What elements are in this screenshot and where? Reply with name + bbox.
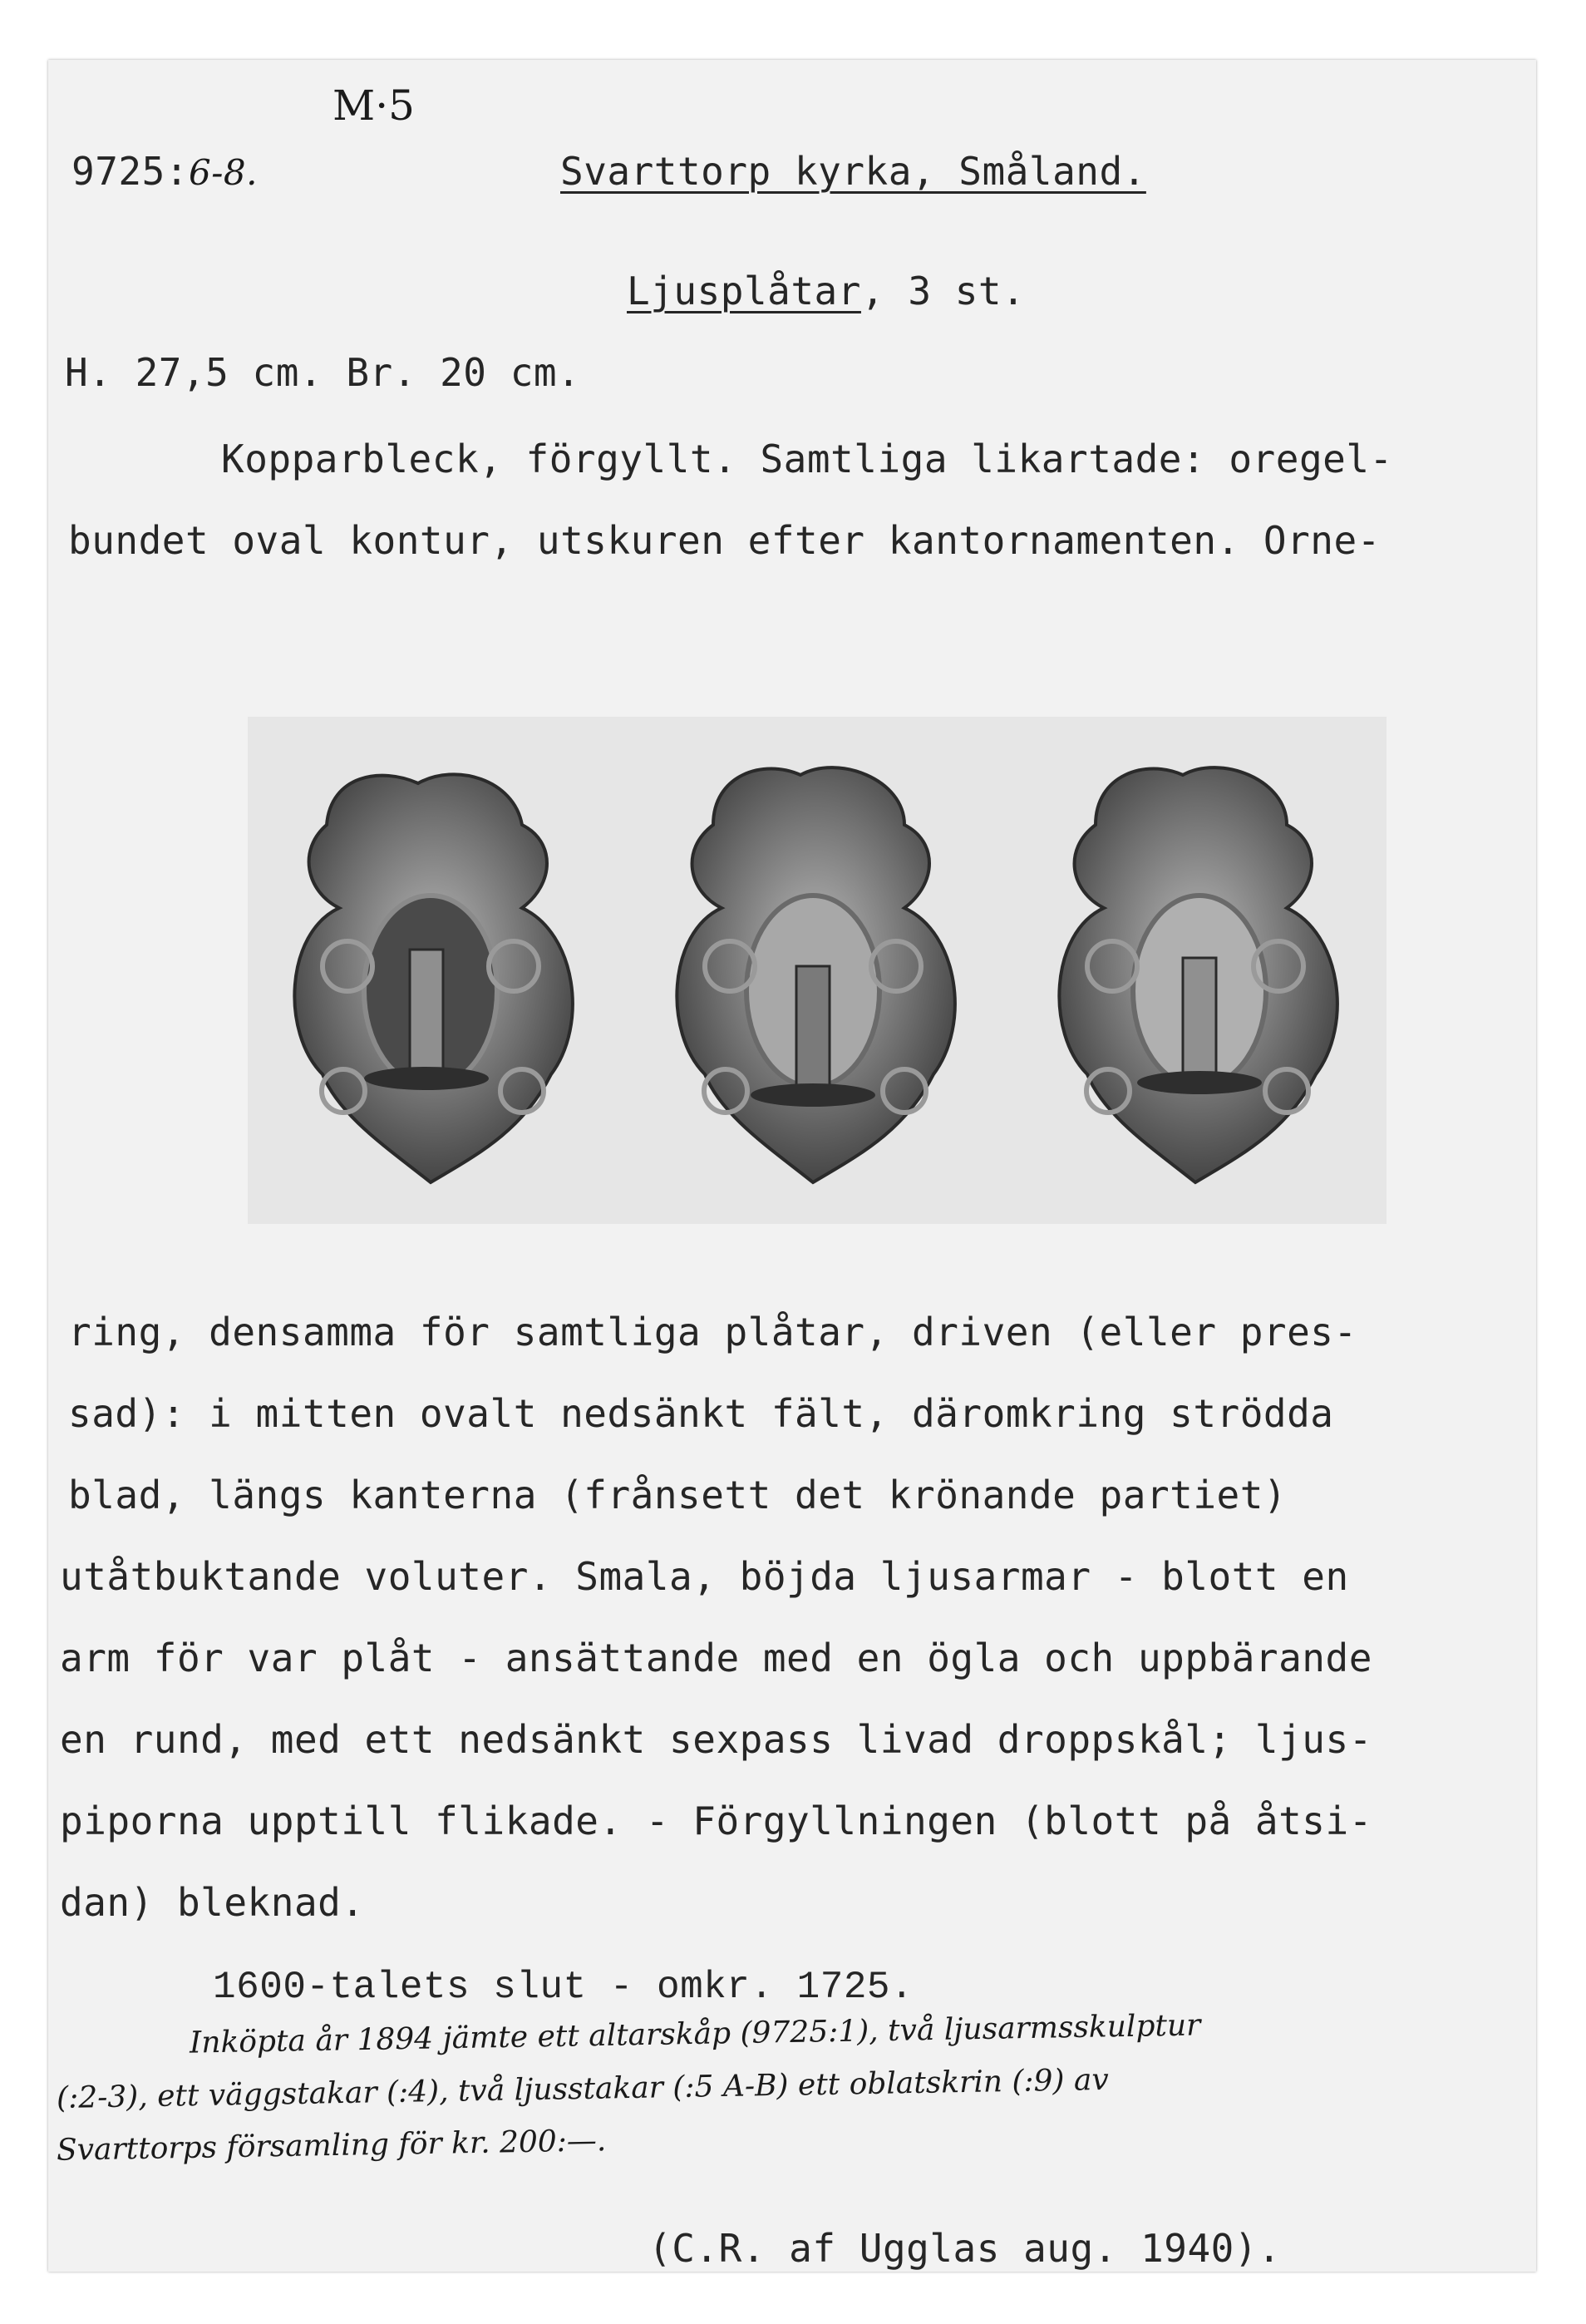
description-line: sad): i mitten ovalt nedsänkt fält, däromkring strödda (68, 1391, 1334, 1436)
handwritten-note-line: Svarttorps församling för kr. 200:—. (56, 2124, 607, 2168)
sconce-illustration (248, 717, 1387, 1224)
inventory-number-suffix: 6-8. (188, 152, 258, 193)
object-heading (627, 268, 1025, 314)
description-line: arm för var plåt - ansättande med en ögla och uppbärande (60, 1636, 1372, 1680)
description-line: bundet oval kontur, utskuren efter kantornamenten. Orne- (68, 518, 1381, 563)
description-line: blad, längs kanterna (frånsett det krönande partiet) (68, 1473, 1288, 1517)
description-line: en rund, med ett nedsänkt sexpass livad droppskål; ljus- (60, 1717, 1372, 1762)
inventory-number-main: 9725: (71, 149, 189, 194)
photograph-candle-sconces (248, 717, 1387, 1224)
location-heading: Svarttorp kyrka, Småland. (560, 149, 1146, 194)
handwritten-note-line: (:2-3), ett väggstakar (:4), två ljusstakar (:5 A-B) ett oblatskrin (:9) av (56, 2062, 1110, 2116)
catalog-card (48, 60, 1536, 2272)
description-line: piporna upptill flikade. - Förgyllningen (blott på åtsi- (60, 1799, 1372, 1843)
description-line: utåtbuktande voluter. Smala, böjda ljusarmar - blott en (60, 1554, 1349, 1599)
object-name: Ljusplåtar (627, 269, 861, 313)
object-count: , 3 st. (860, 269, 1026, 313)
sconce-middle (677, 767, 955, 1182)
description-line: ring, densamma för samtliga plåtar, driven (eller pres- (68, 1310, 1357, 1354)
description-line: Kopparbleck, förgyllt. Samtliga likartade: oregel- (221, 437, 1393, 481)
description-line: dan) bleknad. (60, 1880, 365, 1925)
dating: 1600-talets slut - omkr. 1725. (213, 1966, 914, 2009)
inventory-number (71, 148, 258, 196)
sconce-left (294, 774, 573, 1182)
sconce-right (1059, 767, 1337, 1182)
dimensions: H. 27,5 cm. Br. 20 cm. (65, 350, 581, 395)
shelf-mark: M·5 (332, 81, 415, 130)
handwritten-note-line: Inköpta år 1894 jämte ett altarskåp (9725:1), två ljusarmsskulptur (189, 2008, 1201, 2060)
signature: (C.R. af Ugglas aug. 1940). (648, 2226, 1282, 2271)
